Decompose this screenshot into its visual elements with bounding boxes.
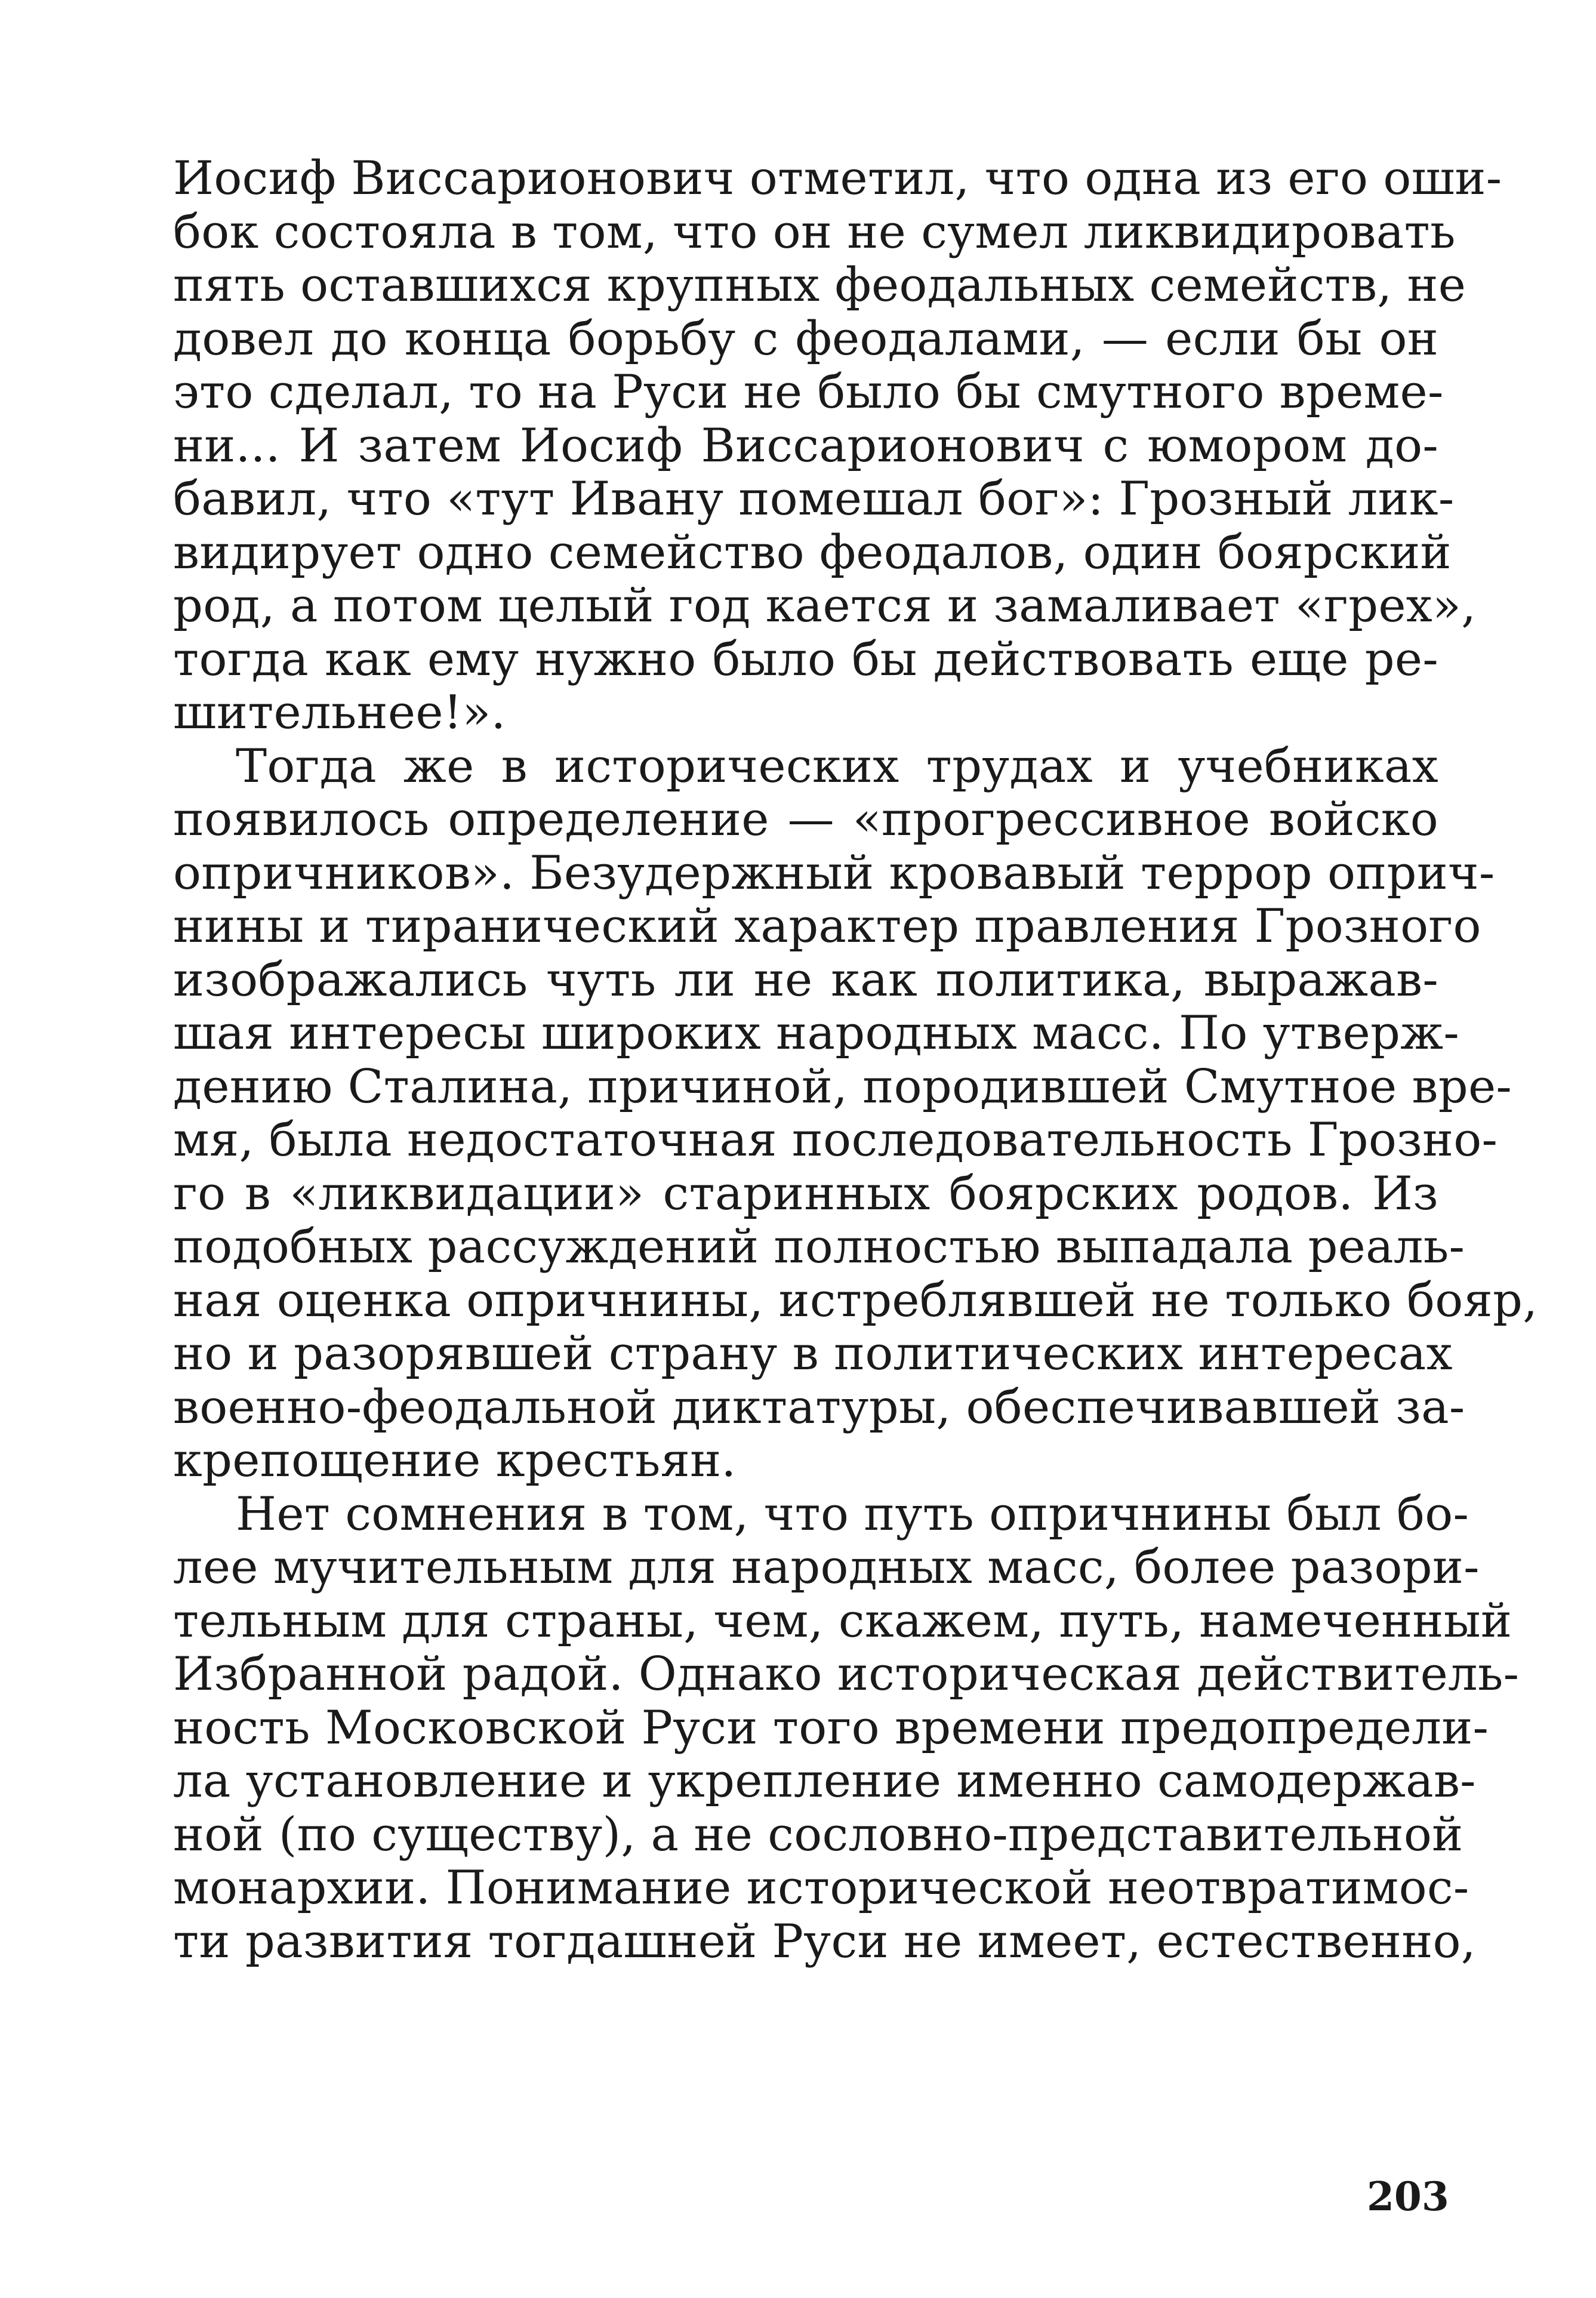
paragraph xyxy=(173,739,1538,1488)
text-line: пять оставшихся крупных феодальных семейств, не xyxy=(173,258,1466,312)
text-line: Иосиф Виссарионович отметил, что одна из его оши- xyxy=(173,152,1502,205)
page-number: 203 xyxy=(1367,2173,1449,2220)
text-line: дению Сталина, причиной, породившей Смутное вре- xyxy=(173,1059,1512,1114)
text-line: тельным для страны, чем, скажем, путь, намеченный xyxy=(173,1594,1512,1648)
paragraph xyxy=(173,1487,1520,1969)
text-line: ная оценка опричнины, истреблявшей не только бояр, xyxy=(173,1273,1538,1327)
text-line: но и разорявшей страну в политических интересах xyxy=(173,1327,1453,1381)
text-line: шая интересы широких народных масс. По утверж- xyxy=(173,1006,1459,1060)
text-line: нины и тиранический характер правления Грозного xyxy=(173,900,1481,953)
text-line: ти развития тогдашней Руси не имеет, естественно, xyxy=(173,1914,1476,1969)
text-line: опричников». Безудержный кровавый террор оприч- xyxy=(173,846,1495,900)
text-line: го в «ликвидации» старинных боярских родов. Из xyxy=(173,1166,1438,1221)
text-line: крепощение крестьян. xyxy=(173,1434,737,1487)
text-line: появилось определение — «прогрессивное войско xyxy=(173,793,1438,846)
text-line: изображались чуть ли не как политика, выражав- xyxy=(173,953,1438,1007)
text-line: Тогда же в исторических трудах и учебниках xyxy=(236,739,1438,793)
document-body xyxy=(173,152,1538,1969)
text-line: ной (по существу), а не сословно-представительной xyxy=(173,1807,1463,1862)
text-line: ность Московской Руси того времени предопредели- xyxy=(173,1701,1489,1755)
text-line: ла установление и укрепление именно самодержав- xyxy=(173,1754,1476,1808)
text-line: бавил, что «тут Ивану помешал бог»: Грозный лик- xyxy=(173,472,1455,526)
text-line: тогда как ему нужно было бы действовать еще ре- xyxy=(173,632,1438,686)
text-line: военно-феодальной диктатуры, обеспечивавшей за- xyxy=(173,1380,1465,1434)
text-line: подобных рассуждений полностью выпадала реаль- xyxy=(173,1220,1465,1274)
text-line: видирует одно семейство феодалов, один боярский xyxy=(173,525,1452,580)
text-line: это сделал, то на Руси не было бы смутного време- xyxy=(173,365,1444,419)
text-line: Избранной радой. Однако историческая действитель- xyxy=(173,1647,1520,1701)
text-line: лее мучительным для народных масс, более разори- xyxy=(173,1541,1480,1594)
text-line: монархии. Понимание исторической неотвратимос- xyxy=(173,1861,1469,1915)
paragraph xyxy=(173,152,1502,740)
text-line: бок состояла в том, что он не сумел ликвидировать xyxy=(173,205,1456,259)
text-line: мя, была недостаточная последовательность Грозно- xyxy=(173,1113,1498,1167)
text-line: род, а потом целый год кается и замаливает «грех», xyxy=(173,579,1477,633)
text-line: шительнее!». xyxy=(173,686,506,740)
text-line: ни... И затем Иосиф Виссарионович с юмором до- xyxy=(173,418,1438,473)
text-line: Нет сомнения в том, что путь опричнины был бо- xyxy=(236,1487,1469,1541)
text-line: довел до конца борьбу с феодалами, — если бы он xyxy=(173,312,1438,366)
